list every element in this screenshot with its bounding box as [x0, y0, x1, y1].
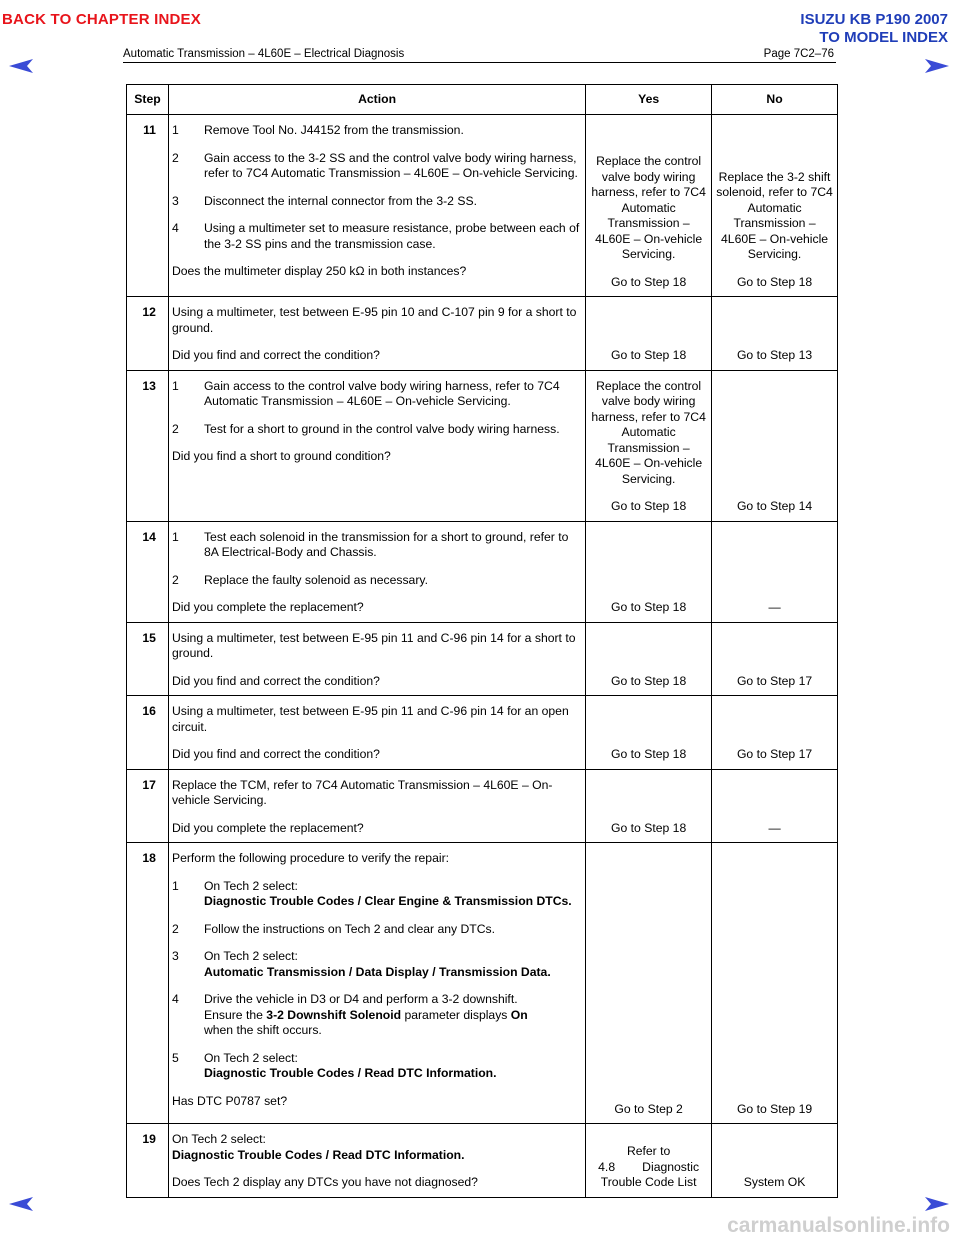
no-result: —: [768, 820, 781, 835]
col-header-action: Action: [168, 85, 585, 115]
step-number: 15: [127, 622, 169, 696]
to-model-index-link[interactable]: [800, 11, 948, 47]
action-question: Did you find a short to ground condition?: [171, 449, 391, 463]
action-item: On Tech 2 select:: [203, 949, 298, 963]
yes-result: Go to Step 18: [611, 820, 687, 835]
no-cell: [712, 622, 838, 696]
yes-result: Go to Step 18: [611, 600, 687, 614]
yes-result: Go to Step 18: [611, 348, 687, 362]
no-cell: [712, 696, 838, 770]
diagnostic-table: [126, 84, 838, 1198]
table-row: [127, 521, 838, 622]
step-number: 16: [127, 696, 169, 770]
action-item-text: parameter displays: [404, 1007, 508, 1022]
table-row: [127, 769, 838, 843]
action-item: Follow the instructions on Tech 2 and clear any DTCs.: [203, 921, 496, 936]
yes-cell: [586, 696, 712, 770]
action-cell: [168, 1124, 585, 1198]
step-number: 11: [127, 115, 169, 297]
yes-result: Go to Step 18: [611, 673, 687, 688]
parameter-name: 3-2 Downshift Solenoid: [266, 1007, 402, 1022]
action-item-text: Ensure the: [203, 1007, 263, 1022]
no-cell: [712, 297, 838, 371]
arrow-right-icon: [924, 58, 950, 74]
yes-note: Replace the control valve body wiring harness, refer to 7C4 Automatic Transmission – 4L60E – On-vehicle Servicing.: [591, 378, 706, 486]
table-header-row: [127, 85, 838, 115]
no-result: System OK: [743, 1175, 806, 1189]
step-number: 14: [127, 521, 169, 622]
parameter-value: On: [510, 1007, 528, 1022]
tech2-menu-path: Automatic Transmission / Data Display / Transmission Data.: [203, 964, 551, 979]
step-number: 19: [127, 1124, 169, 1198]
action-item: Replace the faulty solenoid as necessary.: [203, 572, 428, 587]
col-header-no: No: [712, 85, 838, 115]
prev-page-button[interactable]: [8, 58, 34, 74]
yes-cell: [586, 843, 712, 1124]
table-row: [127, 622, 838, 696]
no-result: Go to Step 19: [736, 1101, 813, 1116]
watermark: carmanualsonline.info: [727, 1214, 950, 1237]
action-question: Has DTC P0787 set?: [171, 1093, 288, 1108]
arrow-right-icon: [924, 1196, 950, 1212]
action-question: Does the multimeter display 250 kΩ in both instances?: [171, 264, 467, 278]
action-item: Using a multimeter set to measure resistance, probe between each of the 3-2 SS pins and the transmission case.: [203, 221, 580, 251]
back-to-chapter-index-link[interactable]: BACK TO CHAPTER INDEX: [2, 11, 201, 28]
yes-cell: [586, 769, 712, 843]
no-cell: [712, 115, 838, 297]
no-cell: [712, 1124, 838, 1198]
arrow-left-icon: [8, 1196, 34, 1212]
next-page-button-bottom[interactable]: [924, 1196, 950, 1212]
action-item: Gain access to the control valve body wiring harness, refer to 7C4 Automatic Transmission – 4L60E – On-vehicle Servicing.: [203, 378, 560, 408]
yes-note: 4.8 Diagnostic: [598, 1159, 700, 1174]
yes-note: Replace the control valve body wiring harness, refer to 7C4 Automatic Transmission – 4L60E – On-vehicle Servicing.: [591, 154, 706, 261]
no-result: —: [768, 600, 781, 614]
action-cell: 1 Gain access to the control valve body wiring harness, refer to 7C4 Automatic Transmission – 4L60E – On-vehicle Servicing. 2 Test for a short to ground in the control valve body wiring harness. Did you find a short to ground condition?: [168, 370, 585, 521]
action-item: Test each solenoid in the transmission for a short to ground, refer to 8A Electrical-Body and Chassis.: [203, 529, 569, 559]
action-item-text: when the shift occurs.: [203, 1023, 322, 1037]
table-row: [127, 370, 838, 521]
action-item: On Tech 2 select:: [203, 1050, 298, 1065]
arrow-left-icon: [8, 58, 34, 74]
action-item: Disconnect the internal connector from the 3-2 SS.: [203, 193, 477, 208]
action-text: Using a multimeter, test between E-95 pin 10 and C-107 pin 9 for a short to ground.: [171, 305, 577, 335]
action-question: Did you complete the replacement?: [171, 820, 364, 835]
step-number: 17: [127, 769, 169, 843]
yes-result: Go to Step 2: [614, 1101, 683, 1116]
action-text: On Tech 2 select:: [171, 1132, 266, 1146]
col-header-yes: Yes: [586, 85, 712, 115]
action-item: Remove Tool No. J44152 from the transmission.: [203, 123, 464, 137]
yes-result: Go to Step 18: [611, 499, 687, 513]
yes-cell: [586, 370, 712, 521]
action-question: Did you complete the replacement?: [171, 600, 364, 614]
yes-result: Trouble Code List: [600, 1175, 697, 1189]
yes-cell: [586, 521, 712, 622]
action-cell: [168, 696, 585, 770]
yes-cell: [586, 115, 712, 297]
tech2-menu-path: Diagnostic Trouble Codes / Read DTC Information.: [203, 1066, 497, 1080]
table-row: [127, 696, 838, 770]
yes-result: Go to Step 18: [611, 747, 687, 761]
table-row: [127, 115, 838, 297]
tech2-menu-path: Diagnostic Trouble Codes / Clear Engine & Transmission DTCs.: [203, 894, 572, 908]
action-question: Did you find and correct the condition?: [171, 747, 380, 761]
action-item: Drive the vehicle in D3 or D4 and perform a 3-2 downshift.: [203, 992, 518, 1006]
no-cell: [712, 370, 838, 521]
doc-section-title: Automatic Transmission – 4L60E – Electrical Diagnosis: [123, 48, 405, 60]
next-page-button[interactable]: [924, 58, 950, 74]
table-row: [127, 843, 838, 1124]
no-result: Go to Step 13: [736, 348, 813, 362]
table-row: [127, 297, 838, 371]
table-row: [127, 1124, 838, 1198]
action-cell: 1 Remove Tool No. J44152 from the transmission. 2 Gain access to the 3-2 SS and the control valve body wiring harness, refer to 7C4 Automatic Transmission – 4L60E – On-vehicle Servicing. 3 Disconnect the internal connector from the 3-2 SS. 4 Using a multimeter set to measure resistance, probe between each of the 3-2 SS pins and the transmission case. Does the multimeter display 250 kΩ in both instances?: [168, 115, 585, 297]
no-cell: [712, 843, 838, 1124]
action-text: Replace the TCM, refer to 7C4 Automatic Transmission – 4L60E – On-vehicle Servicing.: [171, 777, 553, 807]
action-question: Did you find and correct the condition?: [171, 673, 380, 688]
no-result: Go to Step 14: [736, 499, 813, 513]
col-header-step: Step: [127, 85, 169, 115]
header-rule: [123, 62, 836, 63]
action-text: Using a multimeter, test between E-95 pin 11 and C-96 pin 14 for an open circuit.: [171, 704, 569, 734]
yes-cell: [586, 297, 712, 371]
tech2-menu-path: Diagnostic Trouble Codes / Read DTC Information.: [171, 1147, 465, 1162]
action-text: Using a multimeter, test between E-95 pin 11 and C-96 pin 14 for a short to ground.: [171, 630, 576, 660]
action-intro: Perform the following procedure to verify the repair:: [171, 851, 450, 865]
step-number: 18: [127, 843, 169, 1124]
action-question: Did you find and correct the condition?: [171, 348, 380, 362]
no-result: Go to Step 18: [736, 274, 813, 289]
model-title[interactable]: ISUZU KB P190 2007: [800, 11, 948, 28]
yes-cell: [586, 622, 712, 696]
step-number: 13: [127, 370, 169, 521]
no-cell: [712, 769, 838, 843]
no-cell: [712, 521, 838, 622]
model-index-label[interactable]: TO MODEL INDEX: [819, 29, 948, 46]
step-number: 12: [127, 297, 169, 371]
action-cell: [168, 297, 585, 371]
action-item: Gain access to the 3-2 SS and the control valve body wiring harness, refer to 7C4 Automatic Transmission – 4L60E – On-vehicle Servicing.: [203, 150, 578, 180]
prev-page-button-bottom[interactable]: [8, 1196, 34, 1212]
no-result: Go to Step 17: [736, 673, 813, 688]
action-cell: [168, 622, 585, 696]
yes-result: Go to Step 18: [611, 274, 687, 289]
action-item: Test for a short to ground in the control valve body wiring harness.: [203, 421, 560, 436]
action-question: Does Tech 2 display any DTCs you have not diagnosed?: [171, 1175, 478, 1189]
action-cell: 1 Test each solenoid in the transmission for a short to ground, refer to 8A Electrical-Body and Chassis. 2 Replace the faulty solenoid as necessary. Did you complete the replacement?: [168, 521, 585, 622]
action-cell: Perform the following procedure to verify the repair: 1 On Tech 2 select: Diagnostic Trouble Codes / Clear Engine & Transmission DTCs. 2 Follow the instructions on Tech 2 and clear any DTCs. 3 On Tech 2 select: Automatic Transmission / Data Display / Transmission Data. 4 Drive the vehicle in D3 or D4 and perform a 3-2 downshift. Ensure the 3-2 Downshift Solenoid parameter displays On when the shift occurs. 5 On Tech 2 select: Diagnostic Trouble Codes / Read DTC Information. Has DTC P0787 set?: [168, 843, 585, 1124]
yes-note: Refer to: [626, 1144, 671, 1158]
action-cell: [168, 769, 585, 843]
no-note: Replace the 3-2 shift solenoid, refer to 7C4 Automatic Transmission – 4L60E – On-vehicle Servicing.: [716, 169, 833, 261]
yes-cell: [586, 1124, 712, 1198]
page-number: Page 7C2–76: [763, 48, 834, 60]
no-result: Go to Step 17: [736, 747, 813, 761]
action-item: On Tech 2 select:: [203, 878, 298, 893]
